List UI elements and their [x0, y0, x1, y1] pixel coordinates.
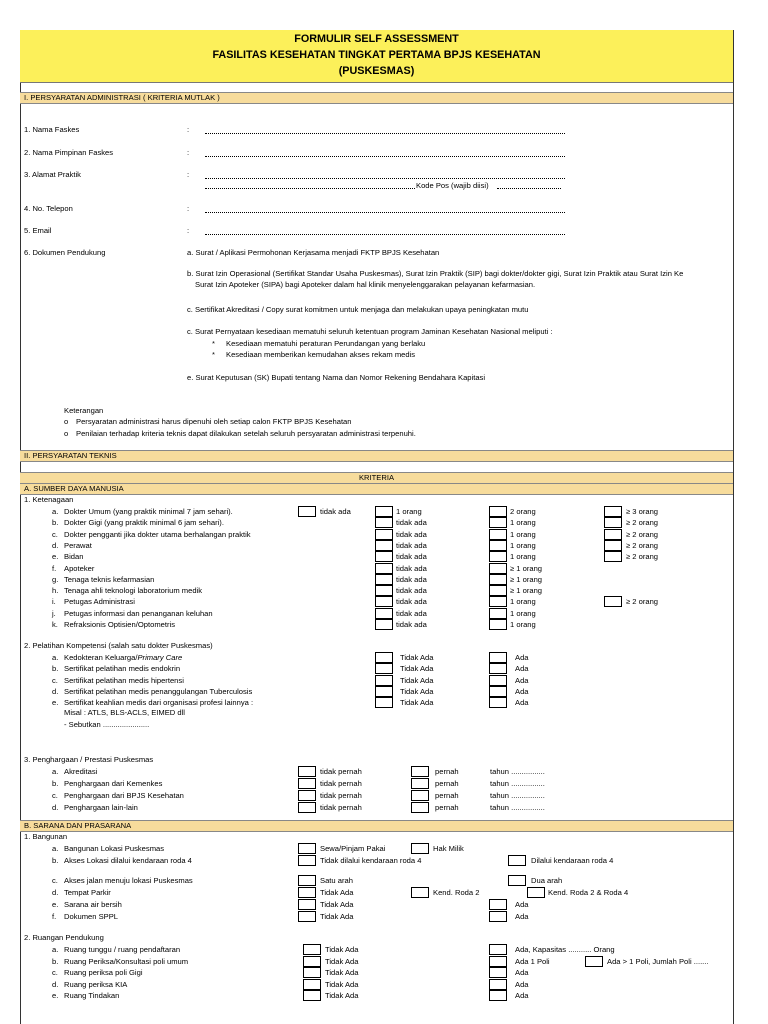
checkbox-ada[interactable]: [489, 967, 507, 978]
checkbox-option-4[interactable]: [604, 506, 622, 517]
option-tidak-ada-label: Tidak Ada: [325, 968, 359, 977]
checkbox-tidak-ada[interactable]: [375, 652, 393, 663]
bullet-icon: *: [212, 350, 215, 359]
bullet-icon: *: [212, 339, 215, 348]
room-item: Ruang periksa KIA: [64, 979, 128, 989]
form-subtitle: FASILITAS KESEHATAN TINGKAT PERTAMA BPJS KESEHATAN: [212, 49, 541, 61]
staff-type: Perawat: [64, 540, 92, 550]
option-2-label: tidak ada: [396, 608, 427, 618]
option-1-label: Tidak Ada: [320, 900, 354, 909]
room-item: Ruang Tindakan: [64, 991, 120, 1000]
staff-type: Dokter Gigi (yang praktik minimal 6 jam sehari).: [64, 518, 224, 528]
dokumen-d: c. Surat Pernyataan kesediaan mematuhi seluruh ketentuan program Jaminan Kesehatan Nasional meliputi :: [187, 327, 553, 336]
option-4-label: ≥ 2 orang: [626, 597, 659, 607]
row-code: a.: [52, 945, 59, 954]
option-2-label: Dua arah: [531, 876, 563, 885]
option-ada-label: Ada: [515, 979, 529, 989]
checkbox-ada[interactable]: [489, 686, 507, 697]
option-ada-label: Ada: [515, 991, 529, 1000]
award-name: Penghargaan dari BPJS Kesehatan: [64, 791, 184, 800]
row-code: a.: [52, 844, 59, 853]
dokumen-d-item-2: Kesediaan memberikan kemudahan akses rekam medis: [226, 350, 416, 359]
input-kode-pos[interactable]: [497, 188, 561, 189]
checkbox-option-1[interactable]: [298, 899, 316, 910]
option-tidak-ada-label: Tidak Ada: [325, 945, 359, 954]
option-4-label: ≥ 2 orang: [626, 529, 659, 539]
option-1-label: tidak ada: [320, 507, 351, 516]
input-alamat[interactable]: [205, 178, 565, 179]
option-3-label: ≥ 1 orang: [510, 574, 543, 584]
checkbox-option-2[interactable]: [375, 608, 393, 619]
option-2-label: Ada: [515, 912, 529, 921]
checkbox-ada[interactable]: [489, 663, 507, 674]
staff-type: Petugas Administrasi: [64, 597, 135, 607]
option-ada-label: Ada: [515, 653, 529, 662]
building-item: Dokumen SPPL: [64, 912, 119, 921]
checkbox-pernah[interactable]: [411, 766, 429, 777]
sdm-header: A. SUMBER DAYA MANUSIA: [20, 483, 733, 495]
ketenagaan-label: 1. Ketenagaan: [24, 495, 74, 504]
field-label-nama-faskes: 1. Nama Faskes: [24, 125, 80, 134]
row-code: a.: [52, 767, 59, 776]
row-code: j.: [52, 608, 56, 618]
option-tidak-pernah-label: tidak pernah: [320, 767, 362, 776]
left-border: [20, 30, 21, 1024]
option-2-label: tidak ada: [396, 574, 427, 584]
staff-type: Refraksionis Optisien/Optometris: [64, 620, 175, 629]
checkbox-tidak-pernah[interactable]: [298, 802, 316, 813]
bangunan-label: 1. Bangunan: [24, 832, 68, 841]
checkbox-ada[interactable]: [489, 944, 507, 955]
penghargaan-label: 3. Penghargaan / Prestasi Puskesmas: [24, 755, 154, 764]
option-2-label: tidak ada: [396, 597, 427, 607]
row-code: g.: [52, 574, 59, 584]
checkbox-option-1[interactable]: [298, 855, 316, 866]
form-title-block: [20, 30, 733, 83]
option-ada-label: Ada: [515, 675, 529, 685]
kriteria-header: KRITERIA: [20, 472, 733, 484]
checkbox-option-4[interactable]: [604, 529, 622, 540]
checkbox-option-3[interactable]: [489, 585, 507, 596]
option-3-label: Kend. Roda 2 & Roda 4: [548, 888, 629, 897]
row-code: d.: [52, 979, 59, 989]
staff-type: Dokter Umum (yang praktik minimal 7 jam sehari).: [64, 507, 233, 516]
staff-type: Petugas informasi dan penanganan keluhan: [64, 608, 213, 618]
row-code: c.: [52, 876, 58, 885]
form-title: FORMULIR SELF ASSESSMENT: [294, 33, 459, 45]
option-2-label: tidak ada: [396, 620, 427, 629]
keterangan-1: Persyaratan administrasi harus dipenuhi oleh setiap calon FKTP BPJS Kesehatan: [76, 417, 352, 426]
row-code: e.: [52, 900, 59, 909]
option-tidak-ada-label: Tidak Ada: [400, 698, 434, 708]
option-ada-label: Ada 1 Poli: [515, 956, 550, 966]
option-3-label: ≥ 1 orang: [510, 563, 543, 573]
checkbox-tidak-ada[interactable]: [375, 663, 393, 674]
dokumen-c: c. Sertifikat Akreditasi / Copy surat komitmen untuk menjaga dan melakukan upaya peningkatan mutu: [187, 305, 529, 314]
pelatihan-sebutkan: - Sebutkan ......................: [64, 720, 150, 729]
section-teknis-header: II. PERSYARATAN TEKNIS: [20, 450, 733, 462]
checkbox-option-2[interactable]: [375, 619, 393, 630]
checkbox-tidak-ada[interactable]: [303, 979, 321, 990]
dokumen-e: e. Surat Keputusan (SK) Bupati tentang Nama dan Nomor Rekening Bendahara Kapitasi: [187, 373, 486, 382]
dokumen-b-cont: Surat Izin Apoteker (SIPA) bagi Apoteker dalam hal klinik menyelenggarakan pelayanan kefarmasian.: [195, 280, 536, 289]
checkbox-pernah[interactable]: [411, 790, 429, 801]
section-admin-header: I. PERSYARATAN ADMINISTRASI ( KRITERIA MUTLAK ): [20, 92, 733, 104]
award-year-field[interactable]: tahun ................: [490, 791, 545, 800]
training-name: [64, 664, 180, 674]
checkbox-tidak-ada[interactable]: [303, 967, 321, 978]
option-tidak-ada-label: Tidak Ada: [325, 956, 359, 966]
checkbox-option-1[interactable]: [298, 887, 316, 898]
row-code: k.: [52, 620, 58, 629]
training-name: [64, 676, 184, 686]
field-label-pimpinan: 2. Nama Pimpinan Faskes: [24, 148, 114, 157]
row-code: h.: [52, 586, 59, 596]
option-pernah-label: pernah: [435, 791, 459, 800]
checkbox-option-3[interactable]: [489, 506, 507, 517]
option-3-label: 1 orang: [510, 597, 536, 607]
checkbox-option-2[interactable]: [375, 506, 393, 517]
option-tidak-ada-label: Tidak Ada: [400, 686, 434, 696]
row-code: a.: [52, 507, 59, 516]
checkbox-option-3[interactable]: [489, 529, 507, 540]
room-item: Ruang tunggu / ruang pendaftaran: [64, 945, 181, 954]
option-tidak-ada-label: Tidak Ada: [325, 979, 359, 989]
checkbox-ada[interactable]: [489, 956, 507, 967]
checkbox-option-2[interactable]: [508, 875, 526, 886]
option-ada-label: Ada: [515, 968, 529, 977]
training-name-italic: Primary Care: [137, 653, 183, 662]
checkbox-option-4[interactable]: [604, 551, 622, 562]
option-4-label: ≥ 2 orang: [626, 552, 659, 562]
sarana-header: B. SARANA DAN PRASARANA: [20, 820, 733, 832]
checkbox-option-3[interactable]: [489, 619, 507, 630]
option-tidak-ada-label: Tidak Ada: [400, 664, 434, 674]
training-name-text: Sertifikat keahlian medis dari organisasi profesi lainnya :: [64, 698, 254, 708]
staff-type: Tenaga teknis kefarmasian: [64, 574, 155, 584]
row-code: e.: [52, 991, 59, 1000]
option-tidak-pernah-label: tidak pernah: [320, 803, 362, 812]
option-1-label: Sewa/Pinjam Pakai: [320, 844, 386, 853]
checkbox-pernah[interactable]: [411, 802, 429, 813]
checkbox-option-4[interactable]: [604, 540, 622, 551]
option-2-label: Kend. Roda 2: [433, 888, 480, 897]
checkbox-ada[interactable]: [489, 697, 507, 708]
row-code: b.: [52, 664, 59, 674]
checkbox-option-3[interactable]: [585, 956, 603, 967]
checkbox-option-3[interactable]: [489, 608, 507, 619]
pelatihan-misal: Misal : ATLS, BLS-ACLS, EIMED dll: [64, 708, 185, 717]
checkbox-tidak-pernah[interactable]: [298, 778, 316, 789]
row-code: d.: [52, 888, 59, 897]
option-tidak-ada-label: Tidak Ada: [325, 991, 359, 1000]
option-pernah-label: pernah: [435, 767, 459, 776]
award-name: Akreditasi: [64, 767, 98, 776]
building-item: Akses Lokasi dilalui kendaraan roda 4: [64, 856, 192, 865]
keterangan-2: Penilaian terhadap kriteria teknis dapat dilakukan setelah seluruh persyaratan administrasi terpenuhi.: [76, 429, 416, 438]
training-name-text: Sertifikat pelatihan medis hipertensi: [64, 675, 184, 685]
checkbox-ada[interactable]: [489, 990, 507, 1001]
option-pernah-label: pernah: [435, 779, 459, 788]
field-label-alamat: 3. Alamat Praktik: [24, 170, 81, 179]
row-code: a.: [52, 653, 59, 662]
room-item: Ruang Periksa/Konsultasi poli umum: [64, 956, 189, 966]
bullet-o-icon: o: [64, 429, 69, 438]
bullet-o-icon: o: [64, 417, 69, 426]
checkbox-tidak-ada[interactable]: [375, 686, 393, 697]
checkbox-option-2[interactable]: [375, 563, 393, 574]
row-code: e.: [52, 698, 59, 708]
checkbox-option-3[interactable]: [489, 517, 507, 528]
checkbox-option-3[interactable]: [527, 887, 545, 898]
checkbox-option-2[interactable]: [375, 529, 393, 540]
checkbox-option-1[interactable]: [298, 843, 316, 854]
row-code: c.: [52, 791, 58, 800]
option-2-label: Ada: [515, 900, 529, 909]
row-code: d.: [52, 686, 59, 696]
checkbox-ada[interactable]: [489, 979, 507, 990]
checkbox-option-2[interactable]: [375, 574, 393, 585]
keterangan-label: Keterangan: [64, 406, 104, 415]
award-year-field[interactable]: tahun ................: [490, 767, 545, 776]
row-code: f.: [52, 563, 57, 573]
room-item: Ruang periksa poli Gigi: [64, 968, 143, 977]
checkbox-option-3[interactable]: [489, 540, 507, 551]
checkbox-option-2[interactable]: [375, 585, 393, 596]
checkbox-option-2[interactable]: [508, 855, 526, 866]
building-item: Tempat Parkir: [64, 888, 111, 897]
kode-pos-label: Kode Pos (wajib diisi): [416, 181, 489, 190]
checkbox-ada[interactable]: [489, 675, 507, 686]
checkbox-tidak-ada[interactable]: [375, 675, 393, 686]
row-code: d.: [52, 803, 59, 812]
option-pernah-label: pernah: [435, 803, 459, 812]
checkbox-ada[interactable]: [489, 652, 507, 663]
checkbox-option-3[interactable]: [489, 574, 507, 585]
award-year-field[interactable]: tahun ................: [490, 803, 545, 812]
staff-type: Bidan: [64, 552, 84, 562]
input-email[interactable]: [205, 234, 565, 235]
option-3-label: 1 orang: [510, 529, 536, 539]
option-3-label: 1 orang: [510, 518, 536, 528]
row-code: e.: [52, 552, 59, 562]
field-label-dokumen: 6. Dokumen Pendukung: [24, 248, 106, 257]
staff-type: Apoteker: [64, 563, 95, 573]
checkbox-tidak-ada[interactable]: [303, 944, 321, 955]
checkbox-option-2[interactable]: [411, 887, 429, 898]
training-name: [64, 687, 252, 697]
option-3-label: 1 orang: [510, 620, 536, 629]
row-code: b.: [52, 956, 59, 966]
training-name-text: Sertifikat pelatihan medis endokrin: [64, 664, 181, 674]
option-4-label: ≥ 2 orang: [626, 540, 659, 550]
checkbox-option-1[interactable]: [298, 506, 316, 517]
checkbox-option-2[interactable]: [489, 911, 507, 922]
checkbox-option-2[interactable]: [411, 843, 429, 854]
checkbox-tidak-ada[interactable]: [303, 956, 321, 967]
checkbox-option-2[interactable]: [375, 517, 393, 528]
option-2-label: Dilalui kendaraan roda 4: [531, 856, 614, 865]
staff-type: Tenaga ahli teknologi laboratorium medik: [64, 586, 203, 596]
row-code: b.: [52, 518, 59, 528]
training-name-text: Sertifikat pelatihan medis penanggulangan Tuberculosis: [64, 686, 253, 696]
option-ada-label: Ada, Kapasitas ........... Orang: [515, 945, 615, 954]
input-pimpinan[interactable]: [205, 156, 565, 157]
row-code: b.: [52, 779, 59, 788]
row-code: d.: [52, 540, 59, 550]
row-code: b.: [52, 856, 59, 865]
right-border: [733, 30, 734, 1024]
option-1-label: Tidak dilalui kendaraan roda 4: [320, 856, 422, 865]
input-telepon[interactable]: [205, 212, 565, 213]
row-code: c.: [52, 529, 58, 539]
option-3-label: 1 orang: [510, 540, 536, 550]
option-tidak-pernah-label: tidak pernah: [320, 791, 362, 800]
checkbox-option-1[interactable]: [298, 875, 316, 886]
row-code: i.: [52, 597, 56, 607]
staff-type: Dokter pengganti jika dokter utama berhalangan praktik: [64, 529, 251, 539]
option-2-label: tidak ada: [396, 529, 427, 539]
checkbox-option-4[interactable]: [604, 517, 622, 528]
award-name: Penghargaan lain-lain: [64, 803, 138, 812]
ruangan-label: 2. Ruangan Pendukung: [24, 933, 104, 942]
option-4-label: ≥ 2 orang: [626, 518, 659, 528]
form-subtitle-type: (PUSKESMAS): [338, 65, 415, 77]
option-2-label: 1 orang: [396, 507, 422, 516]
checkbox-option-1[interactable]: [298, 911, 316, 922]
row-code: f.: [52, 912, 57, 921]
option-3-label: 1 orang: [510, 608, 536, 618]
option-ada-label: Ada: [515, 664, 529, 674]
option-3-label: ≥ 1 orang: [510, 586, 543, 596]
option-2-label: Hak Milik: [433, 844, 464, 853]
option-1-label: Tidak Ada: [320, 888, 354, 897]
option-2-label: tidak ada: [396, 586, 427, 596]
option-3-label: 2 orang: [510, 507, 536, 516]
award-name: Penghargaan dari Kemenkes: [64, 779, 163, 788]
dokumen-a: a. Surat / Aplikasi Permohonan Kerjasama menjadi FKTP BPJS Kesehatan: [187, 248, 440, 257]
checkbox-tidak-pernah[interactable]: [298, 766, 316, 777]
input-alamat-2[interactable]: [205, 188, 415, 189]
training-name-text: Kedokteran Keluarga/: [64, 653, 138, 662]
dokumen-b: b. Surat Izin Operasional (Sertifikat Standar Usaha Puskesmas), Surat Izin Praktik (SIP) bagi dokter/dokter gigi, Surat Izin Praktik atau Surat Izin Ke: [187, 269, 684, 278]
training-name: [64, 698, 253, 708]
field-label-telepon: 4. No. Telepon: [24, 204, 73, 213]
checkbox-tidak-ada[interactable]: [375, 697, 393, 708]
option-3-label: Ada > 1 Poli, Jumlah Poli .......: [607, 956, 709, 966]
option-2-label: tidak ada: [396, 540, 427, 550]
checkbox-option-3[interactable]: [489, 551, 507, 562]
option-1-label: Tidak Ada: [320, 912, 354, 921]
option-ada-label: Ada: [515, 686, 529, 696]
checkbox-tidak-pernah[interactable]: [298, 790, 316, 801]
checkbox-option-2[interactable]: [489, 899, 507, 910]
field-label-email: 5. Email: [24, 226, 52, 235]
checkbox-option-3[interactable]: [489, 596, 507, 607]
dokumen-d-item-1: Kesediaan mematuhi peraturan Perundangan yang berlaku: [226, 339, 426, 348]
input-nama-faskes[interactable]: [205, 133, 565, 134]
building-item: Bangunan Lokasi Puskesmas: [64, 844, 165, 853]
award-year-field[interactable]: tahun ................: [490, 779, 545, 788]
option-1-label: Satu arah: [320, 876, 353, 885]
row-code: c.: [52, 968, 58, 977]
building-item: Akses jalan menuju lokasi Puskesmas: [64, 876, 193, 885]
training-name: [64, 653, 182, 663]
pelatihan-label: 2. Pelatihan Kompetensi (salah satu dokter Puskesmas): [24, 641, 213, 650]
option-ada-label: Ada: [515, 698, 529, 708]
checkbox-option-3[interactable]: [489, 563, 507, 574]
option-2-label: tidak ada: [396, 563, 427, 573]
option-tidak-ada-label: Tidak Ada: [400, 675, 434, 685]
checkbox-option-4[interactable]: [604, 596, 622, 607]
option-4-label: ≥ 3 orang: [626, 507, 659, 516]
checkbox-option-2[interactable]: [375, 551, 393, 562]
checkbox-tidak-ada[interactable]: [303, 990, 321, 1001]
row-code: c.: [52, 675, 58, 685]
option-2-label: tidak ada: [396, 552, 427, 562]
option-tidak-ada-label: Tidak Ada: [400, 653, 434, 662]
option-tidak-pernah-label: tidak pernah: [320, 779, 362, 788]
option-3-label: 1 orang: [510, 552, 536, 562]
building-item: Sarana air bersih: [64, 900, 122, 909]
option-2-label: tidak ada: [396, 518, 427, 528]
checkbox-option-2[interactable]: [375, 540, 393, 551]
checkbox-option-2[interactable]: [375, 596, 393, 607]
checkbox-pernah[interactable]: [411, 778, 429, 789]
